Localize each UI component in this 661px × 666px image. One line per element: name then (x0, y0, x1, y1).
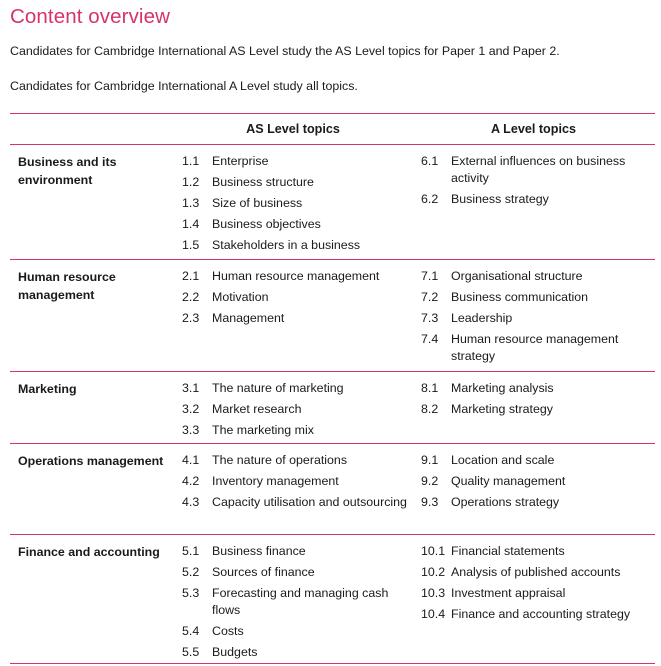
topic-number: 10.1 (421, 544, 446, 558)
topic-item (421, 289, 655, 306)
topic-name: The marketing mix (212, 423, 314, 437)
topic-number: 1.5 (182, 238, 200, 252)
topic-item (421, 606, 655, 623)
table-row (10, 259, 655, 371)
topic-number: 1.1 (182, 154, 200, 168)
topic-item (182, 401, 414, 418)
topic-item (182, 644, 414, 661)
topic-item (182, 564, 414, 581)
topic-number: 6.1 (421, 154, 439, 168)
topic-number: 3.2 (182, 402, 200, 416)
topic-name: Forecasting and managing cash flows (212, 586, 389, 617)
topic-number: 3.1 (182, 381, 200, 395)
topic-number: 2.2 (182, 290, 200, 304)
topic-item (421, 401, 655, 418)
topic-number: 7.1 (421, 269, 439, 283)
table-row (10, 371, 655, 443)
section-title: Marketing (18, 382, 77, 396)
topic-item (182, 195, 414, 212)
topic-name: Size of business (212, 196, 303, 210)
topic-number: 5.4 (182, 624, 200, 638)
table-row (10, 534, 655, 663)
topic-name: Leadership (451, 311, 513, 325)
topic-number: 4.3 (182, 495, 200, 509)
topic-name: Costs (212, 624, 244, 638)
content-overview-table (10, 113, 655, 664)
topic-item (182, 623, 414, 640)
topic-name: Quality management (451, 474, 566, 488)
topic-number: 3.3 (182, 423, 200, 437)
topic-item (421, 331, 655, 365)
topic-name: Human resource management strategy (451, 332, 619, 363)
topic-name: Investment appraisal (451, 586, 566, 600)
topic-name: Business communication (451, 290, 589, 304)
topic-number: 9.3 (421, 495, 439, 509)
topic-number: 4.1 (182, 453, 200, 467)
as-level-topic-list (182, 452, 414, 515)
topic-item (421, 543, 655, 560)
intro-a-level: Candidates for Cambridge International A Level study all topics. (10, 79, 358, 93)
topic-name: Operations strategy (451, 495, 560, 509)
table-row (10, 443, 655, 534)
topic-item (182, 585, 414, 619)
topic-name: Business objectives (212, 217, 321, 231)
topic-item (421, 452, 655, 469)
a-level-topic-list (421, 543, 655, 627)
as-level-topic-list (182, 153, 414, 258)
topic-number: 7.3 (421, 311, 439, 325)
table-bottom-rule (10, 663, 655, 664)
topic-item (182, 174, 414, 191)
as-level-topic-list (182, 543, 414, 665)
topic-number: 8.1 (421, 381, 439, 395)
topic-number: 9.2 (421, 474, 439, 488)
topic-name: Enterprise (212, 154, 269, 168)
topic-name: Financial statements (451, 544, 565, 558)
topic-name: Management (212, 311, 285, 325)
topic-number: 5.3 (182, 586, 200, 600)
topic-number: 7.4 (421, 332, 439, 346)
topic-name: Market research (212, 402, 302, 416)
topic-number: 7.2 (421, 290, 439, 304)
topic-item (182, 494, 414, 511)
topic-name: Budgets (212, 645, 258, 659)
topic-name: Motivation (212, 290, 269, 304)
topic-item (182, 153, 414, 170)
topic-item (182, 543, 414, 560)
topic-item (421, 310, 655, 327)
topic-name: Capacity utilisation and outsourcing (212, 495, 407, 509)
topic-name: Marketing strategy (451, 402, 553, 416)
topic-number: 6.2 (421, 192, 439, 206)
header-a-level-topics: A Level topics (491, 122, 576, 136)
topic-item (421, 380, 655, 397)
as-level-topic-list (182, 268, 414, 331)
as-level-topic-list (182, 380, 414, 443)
topic-name: The nature of marketing (212, 381, 344, 395)
a-level-topic-list (421, 268, 655, 369)
section-title: Finance and accounting (18, 545, 160, 559)
topic-number: 10.4 (421, 607, 446, 621)
topic-item (421, 473, 655, 490)
topic-number: 8.2 (421, 402, 439, 416)
section-title: Operations management (18, 454, 164, 468)
topic-name: External influences on business activity (451, 154, 626, 185)
section-title: Human resource management (18, 270, 116, 302)
topic-number: 5.1 (182, 544, 200, 558)
topic-number: 5.5 (182, 645, 200, 659)
topic-number: 10.2 (421, 565, 446, 579)
topic-number: 1.2 (182, 175, 200, 189)
topic-number: 4.2 (182, 474, 200, 488)
header-as-level-topics: AS Level topics (246, 122, 340, 136)
topic-number: 2.1 (182, 269, 200, 283)
a-level-topic-list (421, 380, 655, 422)
section-title: Business and its environment (18, 155, 117, 187)
topic-item (421, 268, 655, 285)
topic-item (421, 191, 655, 208)
topic-item (421, 494, 655, 511)
topic-name: Human resource management (212, 269, 380, 283)
topic-item (421, 564, 655, 581)
topic-item (182, 216, 414, 233)
intro-as-level: Candidates for Cambridge International AS Level study the AS Level topics for Paper 1 and Paper 2. (10, 44, 560, 58)
topic-number: 9.1 (421, 453, 439, 467)
topic-item (182, 422, 414, 439)
topic-item (421, 585, 655, 602)
a-level-topic-list (421, 153, 655, 212)
topic-item (182, 310, 414, 327)
topic-name: Analysis of published accounts (451, 565, 621, 579)
table-row (10, 144, 655, 259)
topic-item (182, 289, 414, 306)
topic-name: Organisational structure (451, 269, 583, 283)
topic-number: 1.4 (182, 217, 200, 231)
topic-number: 1.3 (182, 196, 200, 210)
topic-item (182, 380, 414, 397)
topic-item (182, 452, 414, 469)
topic-number: 10.3 (421, 586, 446, 600)
topic-name: Sources of finance (212, 565, 315, 579)
topic-name: Inventory management (212, 474, 339, 488)
topic-name: Business structure (212, 175, 314, 189)
topic-item (182, 268, 414, 285)
topic-name: The nature of operations (212, 453, 348, 467)
topic-item (182, 237, 414, 254)
a-level-topic-list (421, 452, 655, 515)
topic-name: Stakeholders in a business (212, 238, 361, 252)
topic-name: Business strategy (451, 192, 549, 206)
topic-item (182, 473, 414, 490)
page-title: Content overview (10, 5, 170, 28)
topic-name: Marketing analysis (451, 381, 554, 395)
topic-item (421, 153, 655, 187)
topic-name: Finance and accounting strategy (451, 607, 631, 621)
topic-name: Business finance (212, 544, 306, 558)
topic-number: 5.2 (182, 565, 200, 579)
topic-name: Location and scale (451, 453, 555, 467)
topic-number: 2.3 (182, 311, 200, 325)
table-header (10, 114, 655, 144)
